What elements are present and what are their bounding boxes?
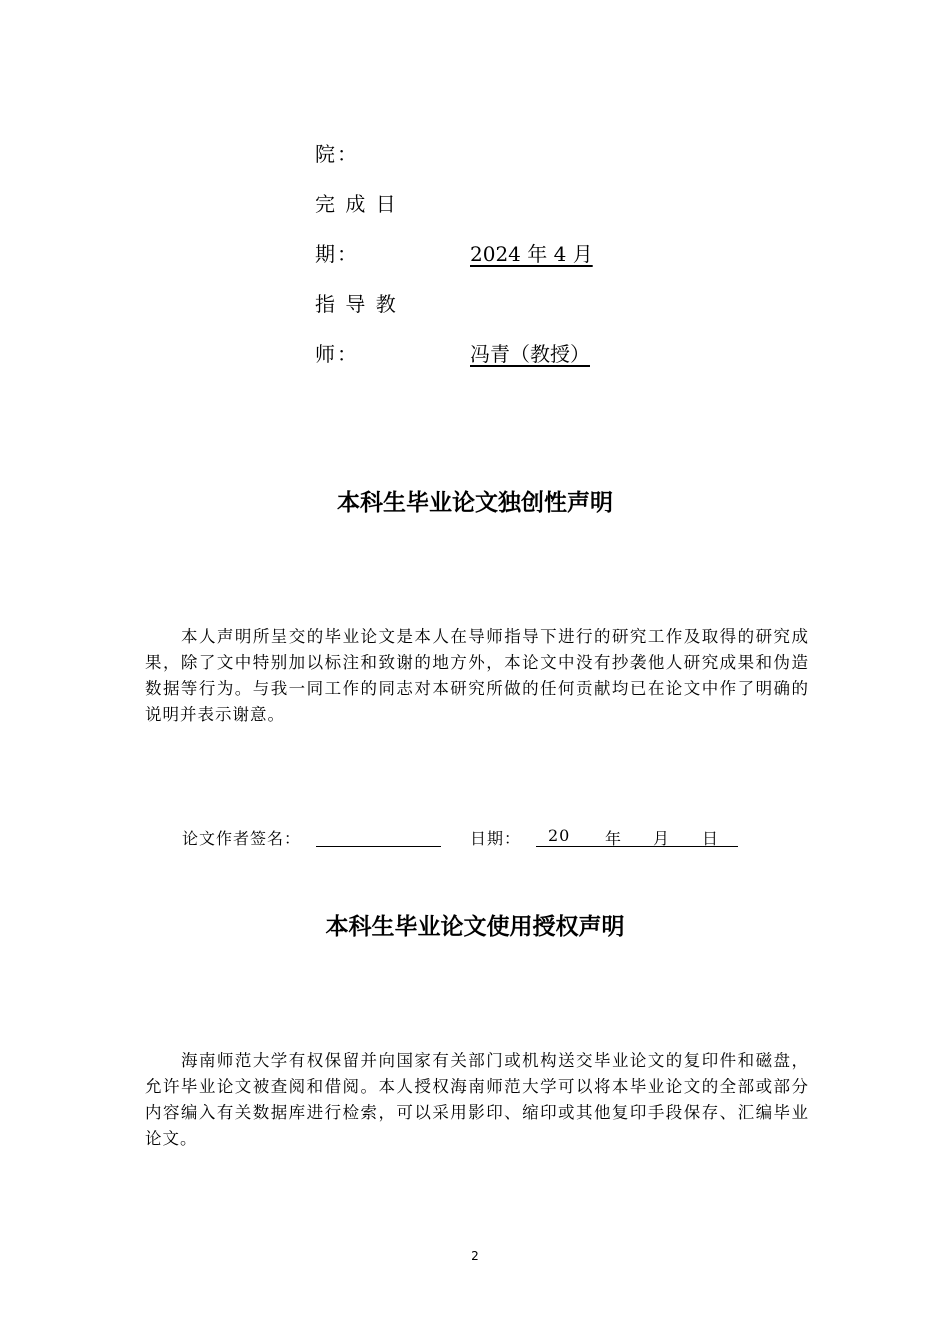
advisor-value: 冯青（教授） [470, 342, 590, 366]
originality-title: 本科生毕业论文独创性声明 [337, 490, 613, 516]
advisor-label-line1: 指 导 教 [315, 292, 398, 316]
completion-date-value: 2024 年 4 月 [470, 242, 593, 266]
authorization-title: 本科生毕业论文使用授权声明 [325, 914, 625, 940]
originality-body: 本人声明所呈交的毕业论文是本人在导师指导下进行的研究工作及取得的研究成果，除了文中特别加以标注和致谢的地方外，本论文中没有抄袭他人研究成果和伪造数据等行为。与我一同工作的同志对本研究所做的任何贡献均已在论文中作了明确的说明并表示谢意。 [145, 627, 809, 724]
advisor-label-line2: 师： [315, 342, 359, 366]
sig-date-year-unit: 年 [605, 829, 623, 848]
sig-date-label: 日期： [470, 829, 522, 848]
date-label-line1: 完 成 日 [315, 192, 398, 216]
sig-date-month-unit: 月 [653, 829, 671, 848]
page-number: 2 [471, 1249, 479, 1263]
sig-date-day-unit: 日 [702, 829, 720, 848]
sig-date-year-prefix: 20 [548, 826, 571, 845]
college-label: 院： [315, 142, 359, 166]
signature-line [316, 846, 441, 847]
authorization-body: 海南师范大学有权保留并向国家有关部门或机构送交毕业论文的复印件和磁盘，允许毕业论文被查阅和借阅。本人授权海南师范大学可以将本毕业论文的全部或部分内容编入有关数据库进行检索，可以采用影印、缩印或其他复印手段保存、汇编毕业论文。 [145, 1051, 809, 1148]
signature-label: 论文作者签名： [182, 829, 302, 848]
date-label-line2: 期： [315, 242, 359, 266]
